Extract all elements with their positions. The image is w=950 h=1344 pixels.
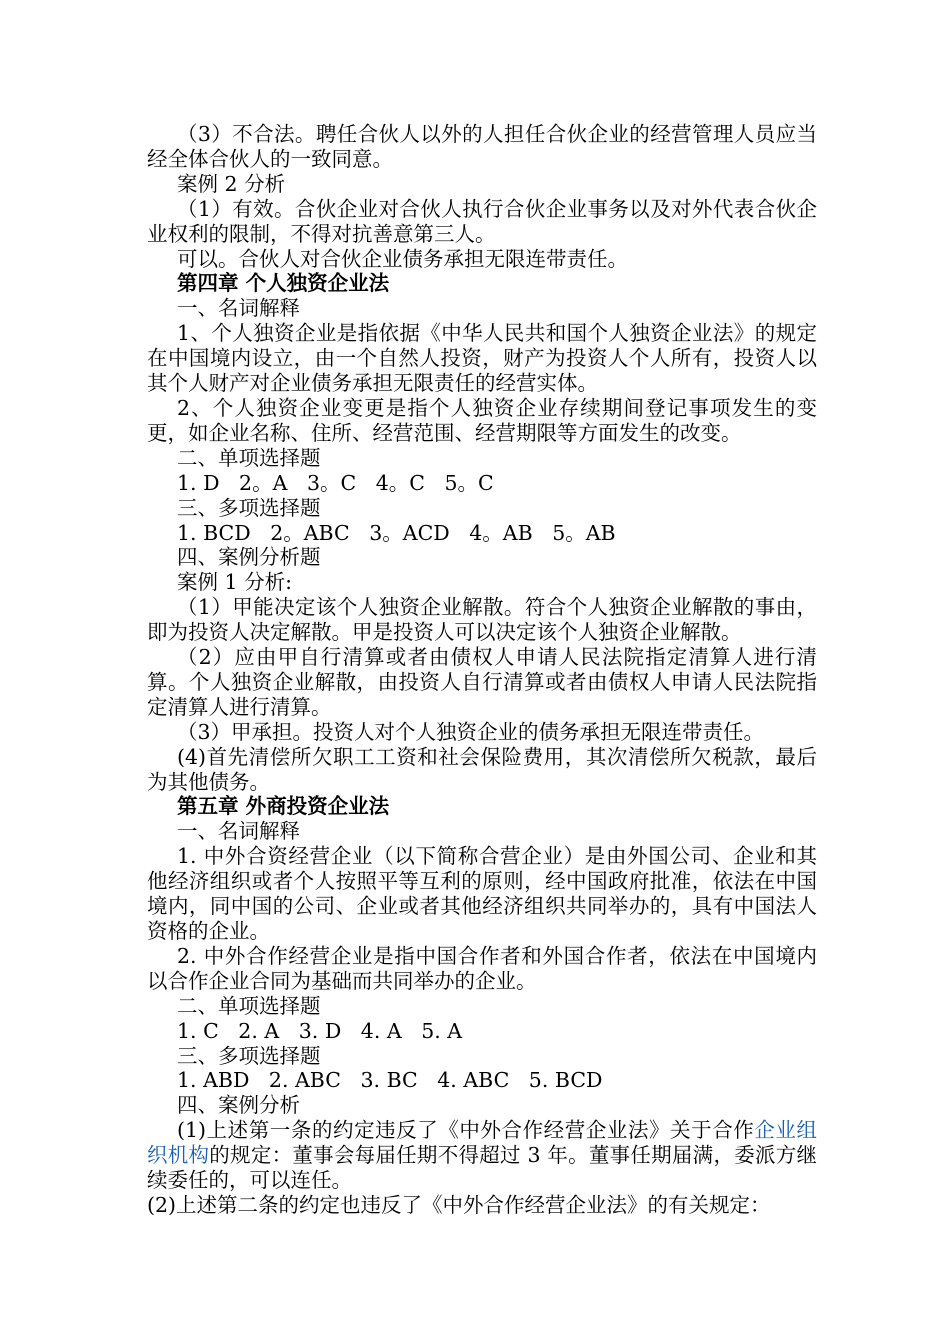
case-heading: 案例 1 分析: <box>177 570 292 595</box>
paragraph: （1）甲能决定该个人独资企业解散。符合个人独资企业解散的事由，即为投资人决定解散。甲是投资人可以决定该个人独资企业解散。 <box>147 595 817 645</box>
paragraph: 1、个人独资企业是指依据《中华人民共和国个人独资企业法》的规定在中国境内设立，由一个自然人投资，财产为投资人个人所有，投资人以其个人财产对企业债务承担无限责任的经营实体。 <box>147 321 817 396</box>
case-heading: 案例 2 分析 <box>177 171 286 196</box>
chapter-4-title: 第四章 个人独资企业法 <box>177 271 390 296</box>
paragraph: （3）不合法。聘任合伙人以外的人担任合伙企业的经营管理人员应当经全体合伙人的一致同意。 <box>147 122 817 171</box>
section-heading: 一、名词解释 <box>177 296 300 321</box>
answer-line: 1. C 2. A 3. D 4. A 5. A <box>177 1018 463 1043</box>
paragraph: （2）应由甲自行清算或者由债权人申请人民法院指定清算人进行清算。个人独资企业解散，由投资人自行清算或者由债权人申请人民法院指定清算人进行清算。 <box>147 645 817 719</box>
section-heading: 一、名词解释 <box>177 819 300 844</box>
section-heading: 二、单项选择题 <box>177 993 321 1018</box>
section-heading: 四、案例分析 <box>177 1093 300 1118</box>
section-heading: 四、案例分析题 <box>177 545 321 570</box>
paragraph-text: 的规定：董事会每届任期不得超过 3 年。董事任期届满，委派方继续委任的，可以连任。 <box>147 1143 818 1193</box>
paragraph: 2、个人独资企业变更是指个人独资企业存续期间登记事项发生的变更，如企业名称、住所、经营范围、经营期限等方面发生的改变。 <box>147 395 817 445</box>
paragraph-text: (1)上述第一条的约定违反了《中外合作经营企业法》关于合作 <box>177 1118 755 1143</box>
paragraph: 可以。合伙人对合伙企业债务承担无限连带责任。 <box>177 246 628 271</box>
document-page <box>147 122 817 1218</box>
paragraph: (4)首先清偿所欠职工工资和社会保险费用，其次清偿所欠税款，最后为其他债务。 <box>147 744 817 794</box>
answer-line: 1. ABD 2. ABC 3. BC 4. ABC 5. BCD <box>177 1068 603 1093</box>
paragraph: （1）有效。合伙企业对合伙人执行合伙企业事务以及对外代表合伙企业权利的限制，不得对抗善意第三人。 <box>147 196 817 246</box>
section-heading: 二、单项选择题 <box>177 445 321 470</box>
paragraph <box>147 1118 817 1193</box>
org-structure-link[interactable]: 企业组织机构 <box>147 1118 817 1168</box>
paragraph: 2. 中外合作经营企业是指中国合作者和外国合作者，依法在中国境内以合作企业合同为基础而共同举办的企业。 <box>147 943 817 993</box>
section-heading: 三、多项选择题 <box>177 1043 321 1068</box>
answer-line: 1. BCD 2。ABC 3。ACD 4。AB 5。AB <box>177 520 616 545</box>
answer-line: 1. D 2。A 3。C 4。C 5。C <box>177 470 494 495</box>
paragraph: 1. 中外合资经营企业（以下简称合营企业）是由外国公司、企业和其他经济组织或者个人按照平等互利的原则，经中国政府批准，依法在中国境内，同中国的公司、企业或者其他经济组织共同举办的，具有中国法人资格的企业。 <box>147 844 817 943</box>
section-heading: 三、多项选择题 <box>177 495 321 520</box>
paragraph: (2)上述第二条的约定也违反了《中外合作经营企业法》的有关规定： <box>147 1192 771 1217</box>
chapter-5-title: 第五章 外商投资企业法 <box>177 794 390 819</box>
paragraph: （3）甲承担。投资人对个人独资企业的债务承担无限连带责任。 <box>177 719 765 744</box>
